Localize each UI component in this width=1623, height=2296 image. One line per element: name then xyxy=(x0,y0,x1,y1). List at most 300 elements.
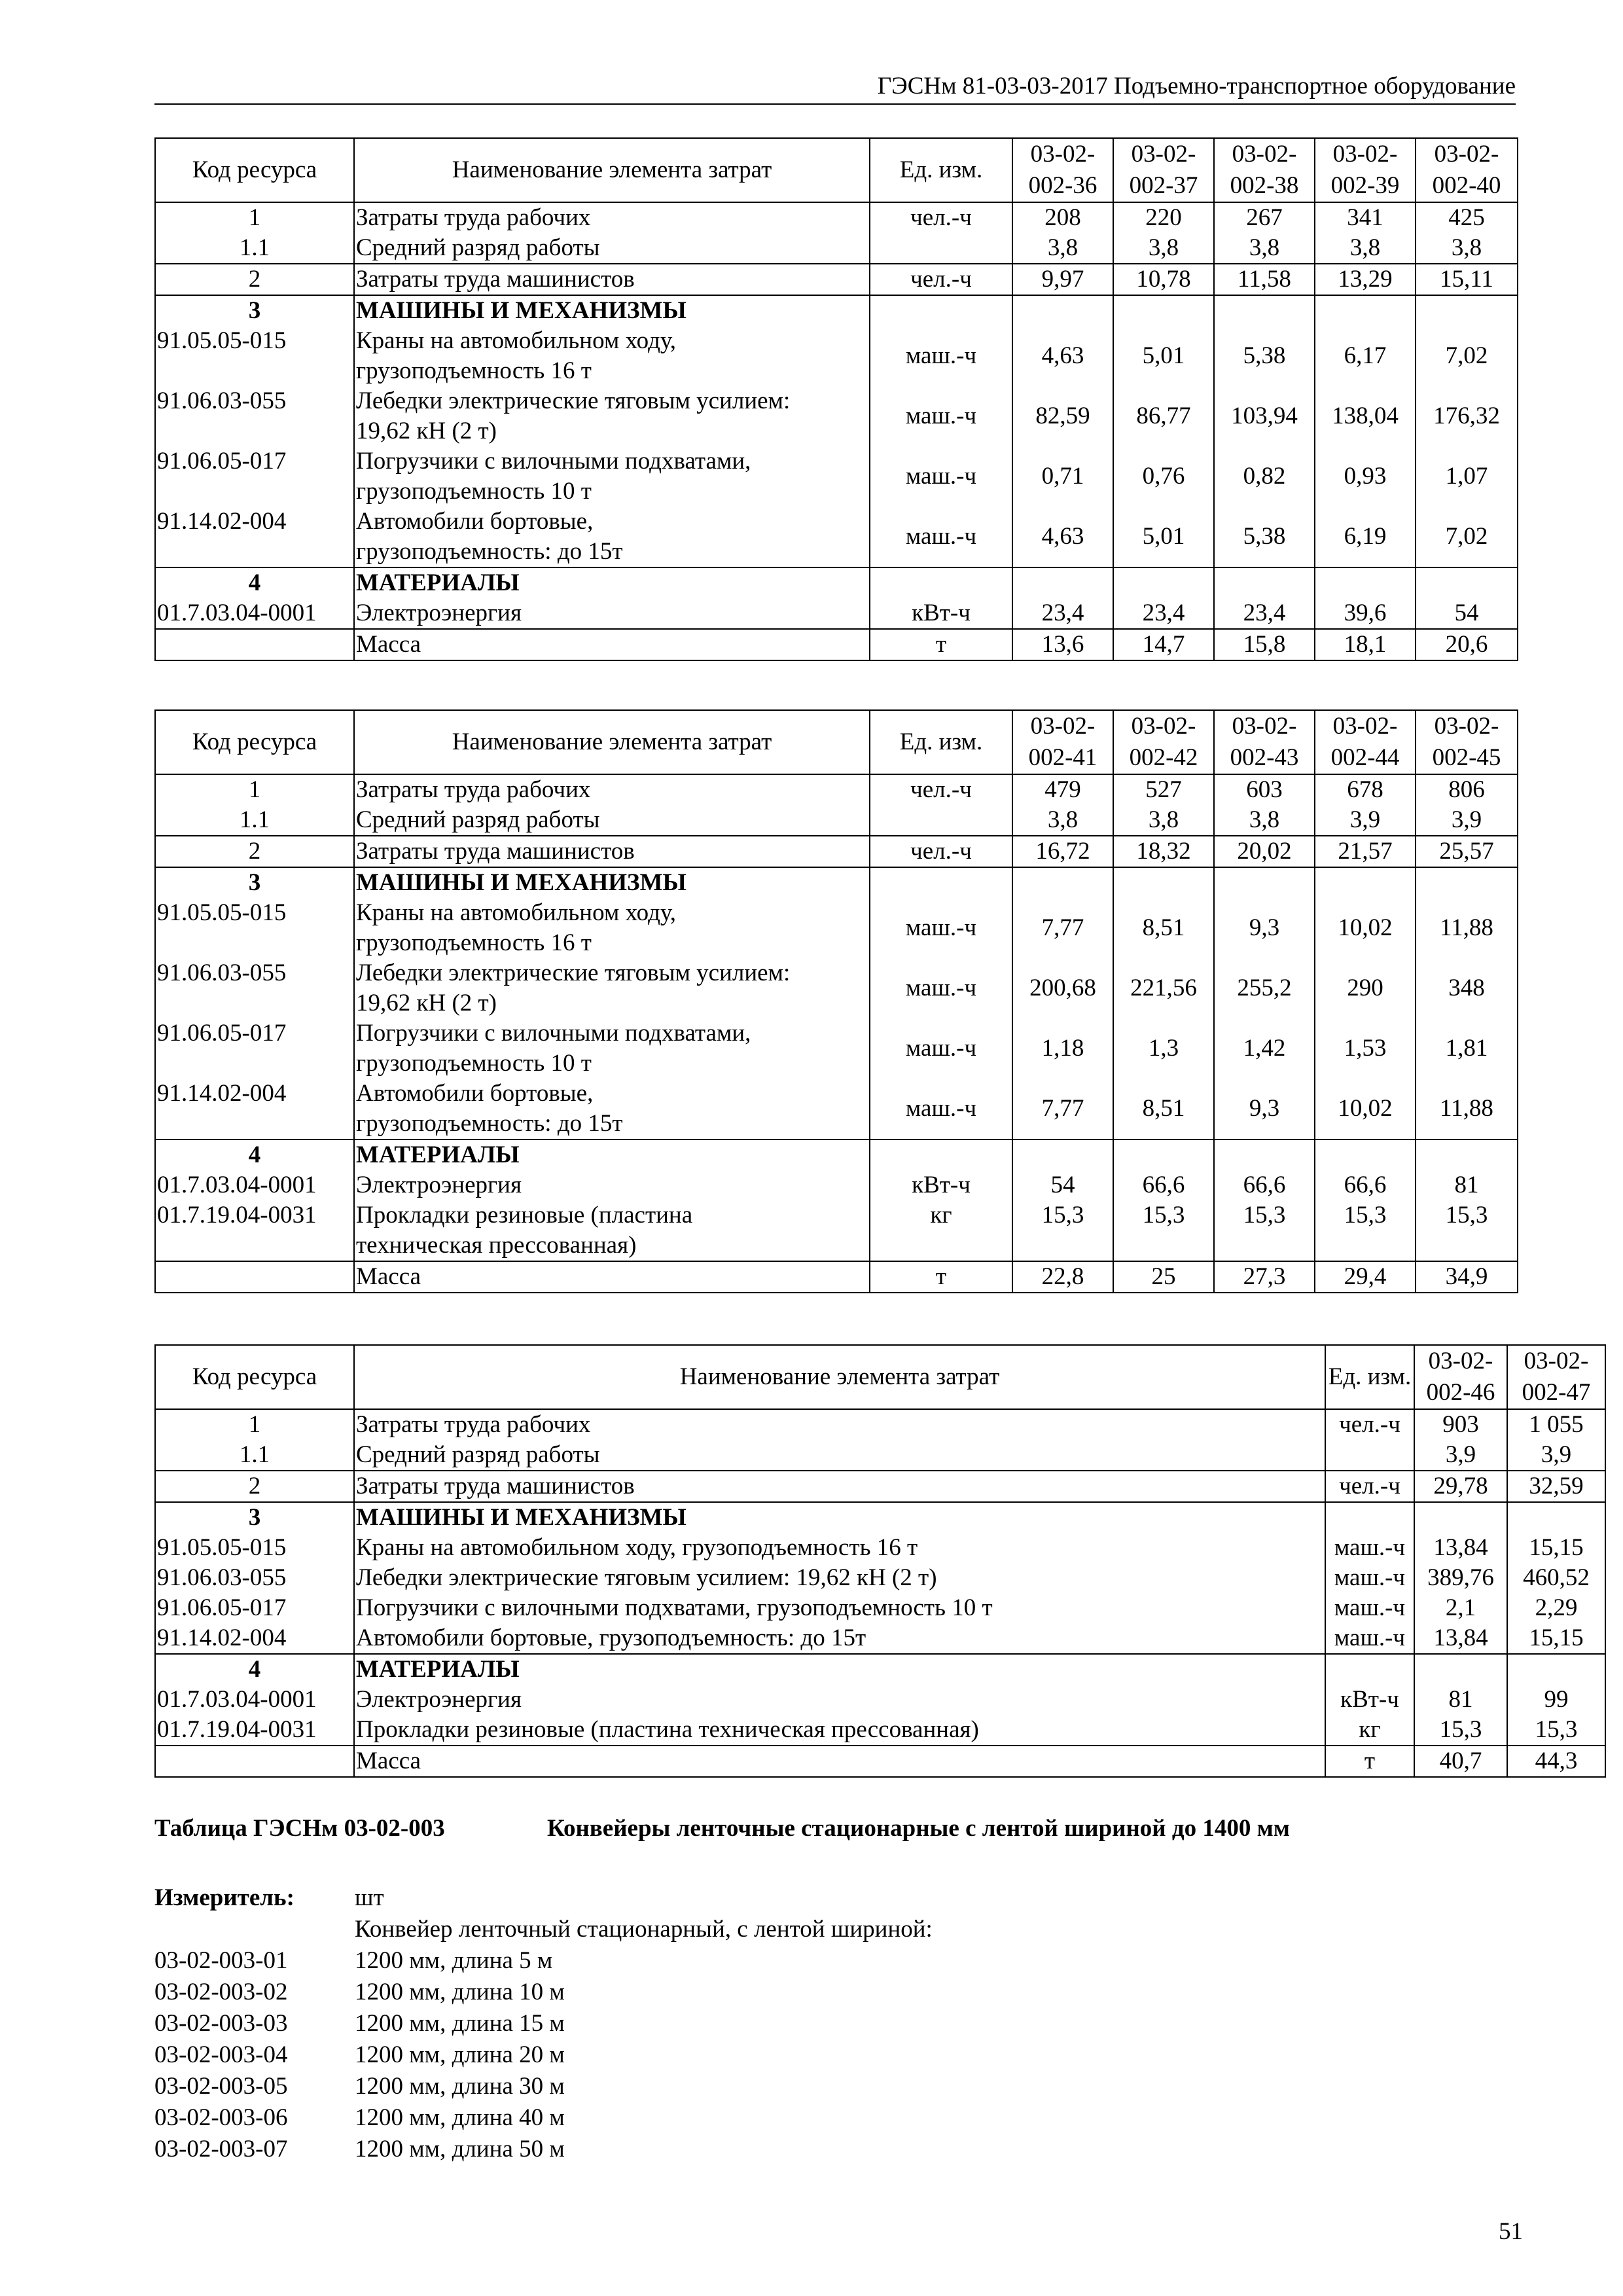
cell-name-line: МАТЕРИАЛЫ xyxy=(356,1656,520,1683)
cell-code: 1.1 xyxy=(155,1440,354,1471)
cell-code: 1 xyxy=(155,1409,354,1440)
cell-value xyxy=(1012,567,1113,598)
cell-value: 27,3 xyxy=(1214,1261,1315,1293)
cell-value: 208 xyxy=(1012,202,1113,233)
cell-value: 5,38 xyxy=(1214,507,1315,567)
header-unit: Ед. изм. xyxy=(870,138,1012,202)
cell-name xyxy=(354,446,870,507)
cell-code: 01.7.19.04-0031 xyxy=(155,1200,354,1261)
cell-value: 23,4 xyxy=(1012,598,1113,629)
cell-value: 9,3 xyxy=(1214,1079,1315,1139)
cell-name xyxy=(354,1563,1325,1593)
cell-value: 1,81 xyxy=(1416,1018,1518,1079)
table-row xyxy=(155,1685,1605,1715)
cell-value: 10,02 xyxy=(1315,898,1416,958)
cell-code: 91.06.03-055 xyxy=(155,1563,354,1593)
measure-item xyxy=(154,2071,933,2102)
cell-unit: чел.-ч xyxy=(870,264,1012,295)
cell-value: 103,94 xyxy=(1214,386,1315,446)
cell-value: 9,3 xyxy=(1214,898,1315,958)
cell-value: 20,02 xyxy=(1214,836,1315,867)
cell-name-line: грузоподъемность 10 т xyxy=(356,478,592,505)
cell-value: 3,9 xyxy=(1315,805,1416,836)
cell-value: 44,3 xyxy=(1507,1746,1605,1777)
cell-value xyxy=(1507,1502,1605,1533)
cell-value: 0,93 xyxy=(1315,446,1416,507)
cell-value: 138,04 xyxy=(1315,386,1416,446)
cell-name-line: Краны на автомобильном ходу, xyxy=(356,327,676,354)
cell-name-line: грузоподъемность 16 т xyxy=(356,357,592,384)
table-row xyxy=(155,958,1518,1018)
measure-desc-row xyxy=(154,1914,933,1945)
cell-value: 0,82 xyxy=(1214,446,1315,507)
table-row xyxy=(155,805,1518,836)
cell-value: 3,8 xyxy=(1214,805,1315,836)
header-col-line: 03-02- xyxy=(1131,713,1196,740)
cell-value: 15,3 xyxy=(1416,1200,1518,1261)
cell-value: 7,77 xyxy=(1012,898,1113,958)
cell-code: 2 xyxy=(155,836,354,867)
cell-value: 3,8 xyxy=(1113,233,1214,264)
cell-value xyxy=(1113,567,1214,598)
cell-code: 91.14.02-004 xyxy=(155,507,354,567)
cell-value: 23,4 xyxy=(1113,598,1214,629)
cell-name xyxy=(354,326,870,386)
cell-value: 10,02 xyxy=(1315,1079,1416,1139)
cell-value: 23,4 xyxy=(1214,598,1315,629)
table-row xyxy=(155,1471,1605,1502)
cell-value xyxy=(1414,1654,1507,1685)
cell-value: 903 xyxy=(1414,1409,1507,1440)
cell-name xyxy=(354,598,870,629)
header-col-1 xyxy=(1507,1345,1605,1409)
measure-block xyxy=(154,1882,933,2165)
measure-label: Измеритель: xyxy=(154,1884,294,1911)
cell-value: 13,84 xyxy=(1414,1533,1507,1563)
cell-code: 01.7.03.04-0001 xyxy=(155,1170,354,1200)
cell-value: 3,8 xyxy=(1012,805,1113,836)
header-name: Наименование элемента затрат xyxy=(354,1345,1325,1409)
cell-unit: кг xyxy=(870,1200,1012,1261)
cell-value: 1,53 xyxy=(1315,1018,1416,1079)
cell-value: 66,6 xyxy=(1214,1170,1315,1200)
header-col-line: 03-02- xyxy=(1030,141,1096,168)
header-col-line: 03-02- xyxy=(1332,713,1398,740)
cell-value: 220 xyxy=(1113,202,1214,233)
cell-name-line: Погрузчики с вилочными подхватами, грузоподъемность 10 т xyxy=(356,1594,993,1621)
cell-value: 11,88 xyxy=(1416,898,1518,958)
cell-value: 54 xyxy=(1416,598,1518,629)
cell-unit: маш.-ч xyxy=(870,446,1012,507)
cell-value: 3,8 xyxy=(1214,233,1315,264)
cell-value: 82,59 xyxy=(1012,386,1113,446)
cell-value: 34,9 xyxy=(1416,1261,1518,1293)
cell-name-line: Затраты труда машинистов xyxy=(356,266,635,293)
header-col-line: 002-38 xyxy=(1230,172,1299,199)
measure-item xyxy=(154,2134,933,2165)
table-header-row xyxy=(155,710,1518,774)
table-row xyxy=(155,1533,1605,1563)
header-name: Наименование элемента затрат xyxy=(354,138,870,202)
cell-unit: маш.-ч xyxy=(1325,1533,1414,1563)
page-number: 51 xyxy=(1499,2218,1523,2245)
cell-value: 348 xyxy=(1416,958,1518,1018)
resource-table-1 xyxy=(154,137,1518,661)
cell-name-line: МАШИНЫ И МЕХАНИЗМЫ xyxy=(356,297,687,324)
cell-value xyxy=(1012,295,1113,326)
cell-unit: маш.-ч xyxy=(870,326,1012,386)
cell-unit: маш.-ч xyxy=(870,386,1012,446)
cell-unit: кВт-ч xyxy=(1325,1685,1414,1715)
table-row xyxy=(155,598,1518,629)
cell-unit: маш.-ч xyxy=(870,1018,1012,1079)
cell-code: 3 xyxy=(155,295,354,326)
cell-value: 3,8 xyxy=(1012,233,1113,264)
cell-value xyxy=(1113,1139,1214,1170)
cell-value: 460,52 xyxy=(1507,1563,1605,1593)
cell-unit xyxy=(870,1139,1012,1170)
cell-value: 389,76 xyxy=(1414,1563,1507,1593)
cell-value: 15,15 xyxy=(1507,1623,1605,1654)
cell-value: 13,29 xyxy=(1315,264,1416,295)
measure-item-code: 03-02-003-03 xyxy=(154,2010,288,2037)
cell-name xyxy=(354,1409,1325,1440)
cell-code: 1 xyxy=(155,774,354,805)
cell-value: 20,6 xyxy=(1416,629,1518,660)
measure-item-code: 03-02-003-05 xyxy=(154,2073,288,2100)
cell-value: 221,56 xyxy=(1113,958,1214,1018)
cell-name-line: Лебедки электрические тяговым усилием: 19,62 кН (2 т) xyxy=(356,1564,937,1591)
header-code: Код ресурса xyxy=(155,1345,354,1409)
cell-name xyxy=(354,774,870,805)
cell-value: 15,3 xyxy=(1214,1200,1315,1261)
cell-value xyxy=(1416,1139,1518,1170)
cell-name-line: Погрузчики с вилочными подхватами, xyxy=(356,1020,751,1047)
table-row xyxy=(155,774,1518,805)
cell-unit xyxy=(870,295,1012,326)
cell-value: 0,71 xyxy=(1012,446,1113,507)
cell-value: 81 xyxy=(1414,1685,1507,1715)
cell-value: 3,9 xyxy=(1414,1440,1507,1471)
header-col-0 xyxy=(1414,1345,1507,1409)
cell-unit xyxy=(1325,1502,1414,1533)
table-header-row xyxy=(155,138,1518,202)
table-row xyxy=(155,629,1518,660)
cell-value: 21,57 xyxy=(1315,836,1416,867)
cell-value: 425 xyxy=(1416,202,1518,233)
cell-value xyxy=(1214,567,1315,598)
cell-value: 200,68 xyxy=(1012,958,1113,1018)
cell-value: 341 xyxy=(1315,202,1416,233)
header-col-4 xyxy=(1416,138,1518,202)
cell-value xyxy=(1315,567,1416,598)
header-col-line: 002-41 xyxy=(1028,744,1097,771)
cell-name xyxy=(354,1261,870,1293)
cell-value: 267 xyxy=(1214,202,1315,233)
header-col-1 xyxy=(1113,710,1214,774)
cell-code: 3 xyxy=(155,867,354,898)
header-col-line: 03-02- xyxy=(1434,713,1499,740)
cell-unit: кВт-ч xyxy=(870,598,1012,629)
cell-value: 479 xyxy=(1012,774,1113,805)
running-header-title: ГЭСНм 81-03-03-2017 Подъемно-транспортное оборудование xyxy=(877,73,1516,99)
cell-name-line: грузоподъемность 10 т xyxy=(356,1050,592,1077)
cell-value xyxy=(1113,295,1214,326)
header-col-line: 03-02- xyxy=(1131,141,1196,168)
cell-value: 3,9 xyxy=(1507,1440,1605,1471)
header-col-3 xyxy=(1315,710,1416,774)
table-row xyxy=(155,1409,1605,1440)
cell-name-line: Средний разряд работы xyxy=(356,806,600,833)
cell-name xyxy=(354,1139,870,1170)
cell-name xyxy=(354,1623,1325,1654)
cell-value xyxy=(1416,567,1518,598)
cell-code: 91.05.05-015 xyxy=(155,898,354,958)
cell-value xyxy=(1315,867,1416,898)
header-col-0 xyxy=(1012,710,1113,774)
cell-code: 1.1 xyxy=(155,233,354,264)
cell-value: 8,51 xyxy=(1113,1079,1214,1139)
header-col-line: 03-02- xyxy=(1434,141,1499,168)
cell-value: 806 xyxy=(1416,774,1518,805)
cell-name-line: Масса xyxy=(356,631,421,658)
measure-item xyxy=(154,1977,933,2008)
cell-name-line: 19,62 кН (2 т) xyxy=(356,990,497,1016)
cell-name-line: техническая прессованная) xyxy=(356,1232,637,1259)
measure-item xyxy=(154,1945,933,1977)
cell-name-line: Средний разряд работы xyxy=(356,234,600,261)
table-row xyxy=(155,202,1518,233)
measure-item xyxy=(154,2008,933,2039)
cell-value: 2,1 xyxy=(1414,1593,1507,1623)
measure-item-text: 1200 мм, длина 5 м xyxy=(355,1947,553,1974)
cell-value: 15,3 xyxy=(1113,1200,1214,1261)
cell-name xyxy=(354,1200,870,1261)
cell-name xyxy=(354,629,870,660)
cell-code: 91.14.02-004 xyxy=(155,1623,354,1654)
measure-item-text: 1200 мм, длина 30 м xyxy=(355,2073,565,2100)
cell-value: 4,63 xyxy=(1012,326,1113,386)
cell-name-line: МАТЕРИАЛЫ xyxy=(356,1141,520,1168)
cell-code xyxy=(155,1261,354,1293)
cell-name xyxy=(354,264,870,295)
cell-value: 99 xyxy=(1507,1685,1605,1715)
cell-name xyxy=(354,233,870,264)
measure-item-code: 03-02-003-04 xyxy=(154,2041,288,2068)
cell-value: 5,38 xyxy=(1214,326,1315,386)
header-col-2 xyxy=(1214,138,1315,202)
cell-value: 7,77 xyxy=(1012,1079,1113,1139)
cell-unit: маш.-ч xyxy=(870,898,1012,958)
header-code: Код ресурса xyxy=(155,138,354,202)
cell-value: 15,3 xyxy=(1507,1715,1605,1746)
cell-unit: кг xyxy=(1325,1715,1414,1746)
header-col-line: 002-40 xyxy=(1432,172,1501,199)
cell-value: 25,57 xyxy=(1416,836,1518,867)
table-row xyxy=(155,446,1518,507)
cell-value: 5,01 xyxy=(1113,326,1214,386)
cell-name xyxy=(354,1471,1325,1502)
cell-code: 2 xyxy=(155,264,354,295)
header-col-line: 002-46 xyxy=(1426,1379,1495,1406)
cell-value: 1,42 xyxy=(1214,1018,1315,1079)
cell-value: 10,78 xyxy=(1113,264,1214,295)
table-row xyxy=(155,507,1518,567)
cell-value: 32,59 xyxy=(1507,1471,1605,1502)
cell-code: 4 xyxy=(155,567,354,598)
cell-value xyxy=(1416,295,1518,326)
cell-code: 91.06.03-055 xyxy=(155,958,354,1018)
cell-name-line: Краны на автомобильном ходу, грузоподъемность 16 т xyxy=(356,1534,918,1561)
table-row xyxy=(155,898,1518,958)
cell-value: 290 xyxy=(1315,958,1416,1018)
cell-name xyxy=(354,295,870,326)
cell-name xyxy=(354,958,870,1018)
measure-item xyxy=(154,2039,933,2071)
cell-name-line: Средний разряд работы xyxy=(356,1441,600,1468)
cell-name-line: МАШИНЫ И МЕХАНИЗМЫ xyxy=(356,1504,687,1531)
header-col-1 xyxy=(1113,138,1214,202)
resource-table-2 xyxy=(154,709,1518,1293)
cell-value: 7,02 xyxy=(1416,326,1518,386)
table-row xyxy=(155,1746,1605,1777)
cell-value: 0,76 xyxy=(1113,446,1214,507)
cell-unit: т xyxy=(870,629,1012,660)
cell-unit xyxy=(870,867,1012,898)
table-title xyxy=(154,1814,1290,1842)
cell-name-line: Прокладки резиновые (пластина техническая прессованная) xyxy=(356,1716,979,1743)
measure-item-text: 1200 мм, длина 40 м xyxy=(355,2104,565,2131)
cell-name xyxy=(354,386,870,446)
cell-value: 3,9 xyxy=(1416,805,1518,836)
header-col-line: 03-02- xyxy=(1428,1348,1493,1374)
table-row xyxy=(155,1018,1518,1079)
running-header xyxy=(154,71,1516,105)
cell-value: 15,15 xyxy=(1507,1533,1605,1563)
cell-name xyxy=(354,867,870,898)
cell-code xyxy=(155,1746,354,1777)
cell-value: 2,29 xyxy=(1507,1593,1605,1623)
header-name: Наименование элемента затрат xyxy=(354,710,870,774)
table-row xyxy=(155,386,1518,446)
table-row xyxy=(155,1440,1605,1471)
table-title-name: Конвейеры ленточные стационарные с лентой шириной до 1400 мм xyxy=(547,1815,1290,1842)
cell-code: 01.7.19.04-0031 xyxy=(155,1715,354,1746)
cell-value: 11,58 xyxy=(1214,264,1315,295)
cell-name-line: Масса xyxy=(356,1748,421,1774)
measure-desc: Конвейер ленточный стационарный, с лентой шириной: xyxy=(355,1916,933,1943)
cell-name-line: грузоподъемность 16 т xyxy=(356,929,592,956)
table-row xyxy=(155,264,1518,295)
cell-value: 678 xyxy=(1315,774,1416,805)
measure-item-text: 1200 мм, длина 50 м xyxy=(355,2136,565,2162)
cell-value: 39,6 xyxy=(1315,598,1416,629)
header-col-2 xyxy=(1214,710,1315,774)
cell-value xyxy=(1012,867,1113,898)
header-unit: Ед. изм. xyxy=(1325,1345,1414,1409)
cell-code: 01.7.03.04-0001 xyxy=(155,1685,354,1715)
cell-name-line: Автомобили бортовые, xyxy=(356,508,594,535)
cell-value xyxy=(1315,295,1416,326)
cell-name-line: Краны на автомобильном ходу, xyxy=(356,899,676,926)
cell-name-line: грузоподъемность: до 15т xyxy=(356,538,623,565)
measure-item-text: 1200 мм, длина 15 м xyxy=(355,2010,565,2037)
table-row xyxy=(155,836,1518,867)
measure-item-code: 03-02-003-02 xyxy=(154,1979,288,2005)
cell-code: 2 xyxy=(155,1471,354,1502)
cell-name-line: Затраты труда машинистов xyxy=(356,838,635,865)
cell-unit xyxy=(870,805,1012,836)
cell-code: 1.1 xyxy=(155,805,354,836)
cell-value: 18,32 xyxy=(1113,836,1214,867)
cell-name-line: Автомобили бортовые, грузоподъемность: до 15т xyxy=(356,1624,866,1651)
cell-value: 15,3 xyxy=(1315,1200,1416,1261)
cell-value: 18,1 xyxy=(1315,629,1416,660)
cell-unit: маш.-ч xyxy=(1325,1563,1414,1593)
cell-code: 01.7.03.04-0001 xyxy=(155,598,354,629)
cell-name xyxy=(354,1533,1325,1563)
cell-value: 25 xyxy=(1113,1261,1214,1293)
header-col-line: 03-02- xyxy=(1030,713,1096,740)
measure-item-code: 03-02-003-01 xyxy=(154,1947,288,1974)
table-row xyxy=(155,867,1518,898)
cell-value xyxy=(1416,867,1518,898)
table-row xyxy=(155,1563,1605,1593)
cell-value: 13,84 xyxy=(1414,1623,1507,1654)
measure-item-code: 03-02-003-06 xyxy=(154,2104,288,2131)
cell-unit xyxy=(870,233,1012,264)
cell-value: 3,8 xyxy=(1416,233,1518,264)
cell-name-line: Затраты труда рабочих xyxy=(356,776,591,803)
header-col-line: 002-39 xyxy=(1330,172,1400,199)
cell-value: 15,3 xyxy=(1012,1200,1113,1261)
cell-value: 7,02 xyxy=(1416,507,1518,567)
cell-name-line: Электроэнергия xyxy=(356,600,522,626)
cell-name-line: грузоподъемность: до 15т xyxy=(356,1110,623,1137)
cell-code: 1 xyxy=(155,202,354,233)
cell-value: 22,8 xyxy=(1012,1261,1113,1293)
cell-code xyxy=(155,629,354,660)
table-row xyxy=(155,1170,1518,1200)
header-code: Код ресурса xyxy=(155,710,354,774)
cell-unit: чел.-ч xyxy=(870,774,1012,805)
cell-value: 5,01 xyxy=(1113,507,1214,567)
table-row xyxy=(155,567,1518,598)
table-row xyxy=(155,1623,1605,1654)
cell-code: 91.06.05-017 xyxy=(155,1018,354,1079)
cell-value: 81 xyxy=(1416,1170,1518,1200)
cell-unit: маш.-ч xyxy=(1325,1593,1414,1623)
cell-name-line: Затраты труда рабочих xyxy=(356,204,591,231)
cell-value xyxy=(1507,1654,1605,1685)
cell-name-line: МАТЕРИАЛЫ xyxy=(356,569,520,596)
cell-name xyxy=(354,1018,870,1079)
cell-code: 3 xyxy=(155,1502,354,1533)
cell-name xyxy=(354,567,870,598)
cell-value: 6,19 xyxy=(1315,507,1416,567)
cell-value: 603 xyxy=(1214,774,1315,805)
cell-value xyxy=(1012,1139,1113,1170)
cell-code: 4 xyxy=(155,1654,354,1685)
cell-unit: маш.-ч xyxy=(870,958,1012,1018)
cell-name xyxy=(354,898,870,958)
cell-value: 15,3 xyxy=(1414,1715,1507,1746)
cell-value: 1,07 xyxy=(1416,446,1518,507)
table-title-label: Таблица ГЭСНм 03-02-003 xyxy=(154,1815,445,1842)
cell-value: 11,88 xyxy=(1416,1079,1518,1139)
cell-code: 91.06.03-055 xyxy=(155,386,354,446)
cell-name-line: Затраты труда рабочих xyxy=(356,1411,591,1438)
